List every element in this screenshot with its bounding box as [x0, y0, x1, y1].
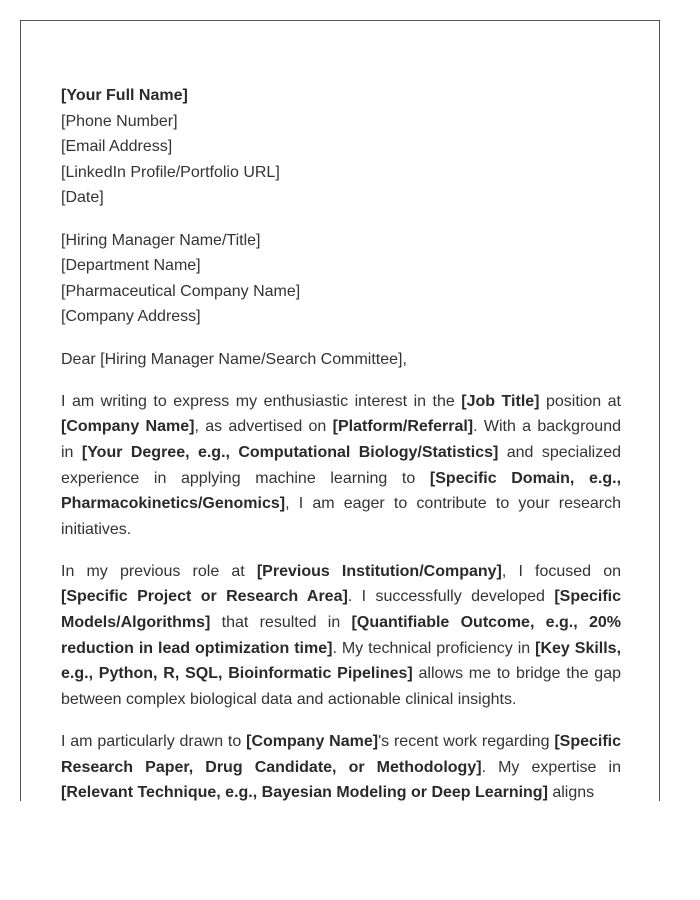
paragraph-text: I am writing to express my enthusiastic interest in the — [61, 392, 462, 410]
placeholder-text: [Specific Project or Research Area] — [61, 588, 348, 606]
placeholder-text: [Previous Institution/Company] — [256, 562, 502, 580]
sender-linkedin: [LinkedIn Profile/Portfolio URL] — [61, 163, 280, 181]
paragraph-text: position at — [539, 392, 621, 410]
sender-phone: [Phone Number] — [61, 112, 178, 130]
paragraph-text: . I successfully developed — [347, 588, 555, 606]
recipient-block — [61, 228, 621, 330]
paragraph-text: . My expertise in — [481, 758, 622, 776]
recipient-department: [Department Name] — [61, 257, 201, 275]
placeholder-text: [Your Degree, e.g., Computational Biology/Statistics] — [81, 443, 499, 461]
placeholder-text: [Relevant Technique, e.g., Bayesian Modeling or Deep Learning] — [61, 784, 548, 801]
paragraph-text: allows me to bridge the gap between complex biological data and actionable clinical insights. — [61, 665, 621, 708]
paragraph-text: In my previous role at — [61, 562, 257, 580]
body-paragraph — [61, 389, 621, 543]
paragraph-text: , as advertised on — [194, 418, 333, 436]
letter-body — [61, 389, 621, 801]
placeholder-text: [Platform/Referral] — [332, 418, 474, 436]
recipient-address: [Company Address] — [61, 308, 201, 326]
paragraph-text: and specialized experience in applying machine learning to — [61, 443, 622, 487]
paragraph-text: . With a background in — [61, 418, 622, 461]
paragraph-text: . My technical proficiency in — [332, 639, 536, 657]
placeholder-text: [Specific Research Paper, Drug Candidate, or Methodology] — [61, 733, 621, 776]
sender-email: [Email Address] — [61, 138, 173, 156]
recipient-company: [Pharmaceutical Company Name] — [61, 282, 301, 300]
body-paragraph — [61, 729, 621, 801]
placeholder-text: [Company Name] — [246, 733, 379, 751]
placeholder-text: [Specific Models/Algorithms] — [61, 588, 621, 632]
recipient-manager: [Hiring Manager Name/Title] — [61, 231, 261, 249]
paragraph-text: aligns — [547, 784, 595, 801]
letter-page — [20, 20, 660, 801]
sender-date: [Date] — [61, 189, 104, 207]
salutation: Dear [Hiring Manager Name/Search Committee], — [61, 350, 407, 368]
paragraph-text: that resulted in — [210, 614, 352, 632]
placeholder-text: [Company Name] — [61, 418, 195, 436]
letter-content — [61, 83, 621, 801]
body-paragraph — [61, 559, 621, 713]
paragraph-text: 's recent work regarding — [378, 733, 555, 751]
sender-name: [Your Full Name] — [61, 87, 188, 104]
sender-block — [61, 83, 621, 211]
paragraph-text: , I am eager to contribute to your research initiatives. — [61, 495, 621, 538]
placeholder-text: [Specific Domain, e.g., Pharmacokinetics/Genomics] — [61, 469, 622, 513]
placeholder-text: [Quantifiable Outcome, e.g., 20% reduction in lead optimization time] — [61, 614, 622, 657]
placeholder-text: [Job Title] — [461, 392, 540, 410]
paragraph-text: , I focused on — [501, 562, 621, 580]
paragraph-text: I am particularly drawn to — [61, 733, 247, 751]
placeholder-text: [Key Skills, e.g., Python, R, SQL, Bioinformatic Pipelines] — [61, 639, 622, 683]
